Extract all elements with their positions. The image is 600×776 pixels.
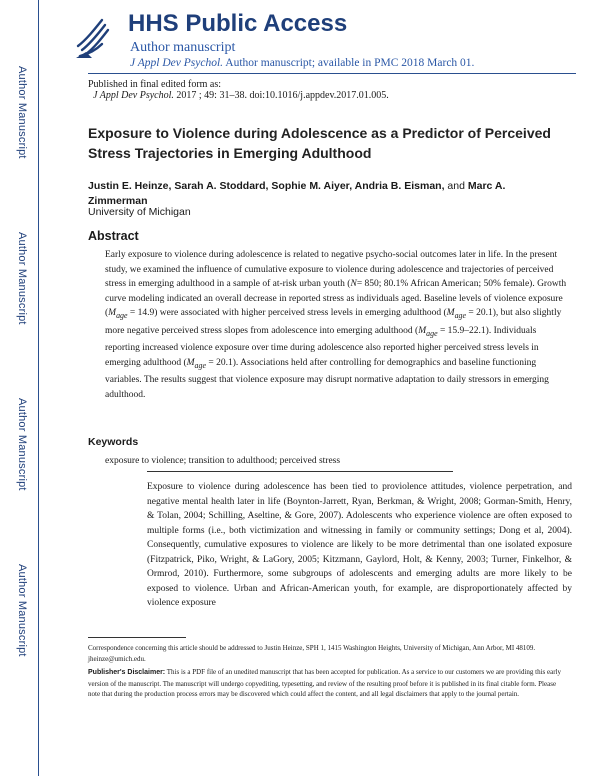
abstract-p1: Early exposure to violence during adolescence is related to negative psycho-social outcomes later in life. In the present study, we examined the influence of cumulative exposure to violence during adolescence and trajectories of perceived stress in emerging adulthood in a sample of at-risk urban youth (: [105, 250, 558, 290]
abstract-p6: = 20.1). Associations held after controlling for demographics and baseline functioning variables. The results suggest that violence exposure may disrupt normative adaptation to daily stressors in emerging adulthood.: [105, 357, 549, 401]
abstract-n: N: [350, 279, 357, 290]
publisher-disclaimer: [88, 667, 568, 700]
availability-line: [130, 57, 474, 69]
disclaimer-label: Publisher's Disclaimer:: [88, 669, 166, 676]
article-title: Exposure to Violence during Adolescence as a Predictor of Perceived Stress Trajectories in Emerging Adulthood: [88, 125, 551, 161]
published-label: Published in final edited form as:: [88, 79, 222, 90]
sidebar-label-3: Author Manuscript: [16, 398, 28, 491]
citation-journal: J Appl Dev Psychol.: [93, 90, 174, 101]
author-manuscript-label: Author manuscript: [130, 40, 236, 55]
hhs-public-access-title: HHS Public Access: [128, 10, 348, 37]
abstract-p3: = 14.9) were associated with higher perceived stress levels in emerging adulthood (: [127, 308, 447, 319]
hhs-eagle-logo-icon: [72, 14, 112, 62]
abstract-heading: Abstract: [88, 229, 139, 243]
abstract-text: [105, 248, 567, 403]
section-separator: [147, 471, 453, 472]
authors-last: Marc A. Zimmerman: [88, 180, 506, 207]
citation-line: [93, 90, 389, 101]
abstract-m-4: M: [186, 357, 195, 368]
sidebar-divider: [38, 0, 39, 776]
keywords-text: exposure to violence; transition to adulthood; perceived stress: [105, 456, 341, 466]
citation-text: 2017 ; 49: 31–38. doi:10.1016/j.appdev.2017.01.005.: [176, 90, 389, 101]
abstract-age-4: age: [194, 360, 206, 370]
footnote-separator: [88, 637, 186, 638]
authors-main: Justin E. Heinze, Sarah A. Stoddard, Sophie M. Aiyer, Andria B. Eisman,: [88, 180, 445, 192]
disclaimer-text: This is a PDF file of an unedited manuscript that has been accepted for publication. As a service to our customers we are providing this early version of the manuscript. The manuscript will undergo copyediting, typesetting, and review of the resulting proof before it is published in its final citable form. Please note that during the production process errors may be discovered which could affect the content, and all legal disclaimers that apply to the journal pertain.: [88, 668, 561, 698]
abstract-m-2: M: [446, 308, 455, 319]
abstract-m-1: M: [108, 308, 117, 319]
abstract-p2: = 850; 80.1% African American; 50% female). Growth curve modeling indicated an overall decrease in reported stress as individuals aged. Baseline levels of violence exposure (: [105, 279, 567, 319]
sidebar-label-2: Author Manuscript: [16, 232, 28, 325]
sidebar-label-1: Author Manuscript: [16, 66, 28, 159]
abstract-age-1: age: [116, 311, 128, 321]
abstract-m-3: M: [418, 325, 427, 336]
correspondence-note: Correspondence concerning this article should be addressed to Justin Heinze, SPH 1, 1415 Washington Heights, University of Michigan, Ann Arbor, MI 48109. jheinze@umich.edu.: [88, 644, 536, 663]
abstract-age-2: age: [454, 311, 466, 321]
sidebar-label-4: Author Manuscript: [16, 564, 28, 657]
author-list: [88, 179, 548, 209]
journal-abbrev: J Appl Dev Psychol.: [130, 57, 224, 69]
abstract-p4: = 20.1), but also slightly more negative perceived stress slopes from adolescence into emerging adulthood (: [105, 308, 562, 336]
keywords-heading: Keywords: [88, 436, 139, 448]
availability-text: Author manuscript; available in PMC 2018 March 01.: [225, 57, 475, 69]
authors-and: and: [444, 180, 468, 192]
abstract-age-3: age: [426, 328, 438, 338]
header-rule: [88, 73, 576, 74]
affiliation: University of Michigan: [88, 206, 191, 218]
abstract-p5: = 15.9–22.1). Individuals reporting increased violence exposure over time during adolescence also reported higher perceived stress levels in emerging adulthood (: [105, 325, 539, 368]
body-paragraph: Exposure to violence during adolescence has been tied to proviolence attitudes, violence perpetration, and negative mental health later in life (Boynton-Jarrett, Ryan, Berkman, & Wright, 2008; Gorman-Smith, Henry, & Tolan, 2004; Schilling, Aseltine, & Gore, 2007). Adolescents who experience violence are often exposed to multiple forms (i.e., both victimization and witnessing in family or community settings; Dong et al, 2004). Consequently, cumulative exposures to violence are likely to be more detrimental than one isolated exposure (Fitzpatrick, Piko, Wright, & LaGory, 2005; Kitzmann, Gaylord, Holt, & Kenny, 2003; Turner, Finkelhor, & Ormrod, 2010). Furthermore, some subgroups of adolescents and emerging adults are more likely to be exposed to violence. Urban and African-American youth, for example, are disproportionately affected by violence exposure: [147, 482, 572, 608]
